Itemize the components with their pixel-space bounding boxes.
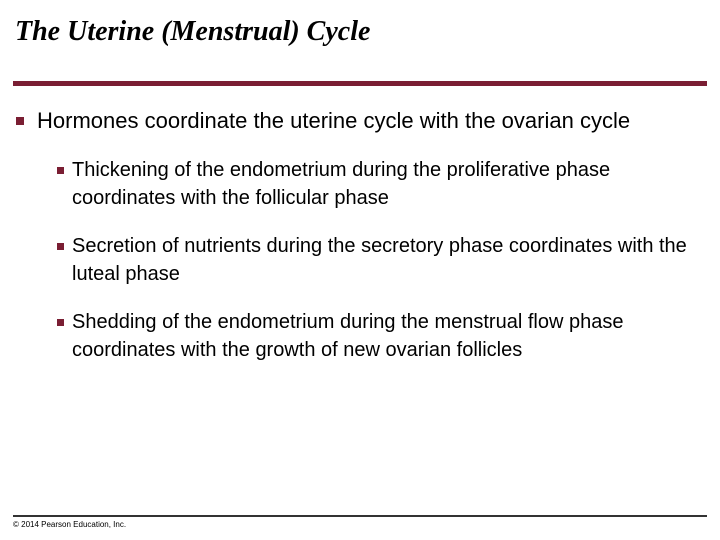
footer-divider (13, 515, 707, 517)
bullet-hormones (16, 105, 712, 136)
subbullet-text: Thickening of the endometrium during the proliferative phase coordinates with the follicular phase (72, 159, 611, 209)
subbullet-proliferative (57, 156, 712, 212)
subbullet-text: Shedding of the endometrium during the menstrual flow phase coordinates with the growth of new ovarian follicles (72, 311, 624, 361)
square-bullet-icon (57, 167, 64, 174)
bullet-text: Hormones coordinate the uterine cycle with the ovarian cycle (37, 108, 631, 133)
subbullet-secretory (57, 232, 712, 288)
copyright-notice: © 2014 Pearson Education, Inc. (13, 520, 127, 529)
subbullet-text: Secretion of nutrients during the secretory phase coordinates with the luteal phase (72, 235, 687, 285)
slide-content (16, 105, 712, 364)
square-bullet-icon (16, 117, 24, 125)
square-bullet-icon (57, 243, 64, 250)
square-bullet-icon (57, 319, 64, 326)
slide-title: The Uterine (Menstrual) Cycle (15, 16, 371, 47)
title-divider (13, 81, 707, 86)
subbullet-menstrual (57, 308, 712, 364)
